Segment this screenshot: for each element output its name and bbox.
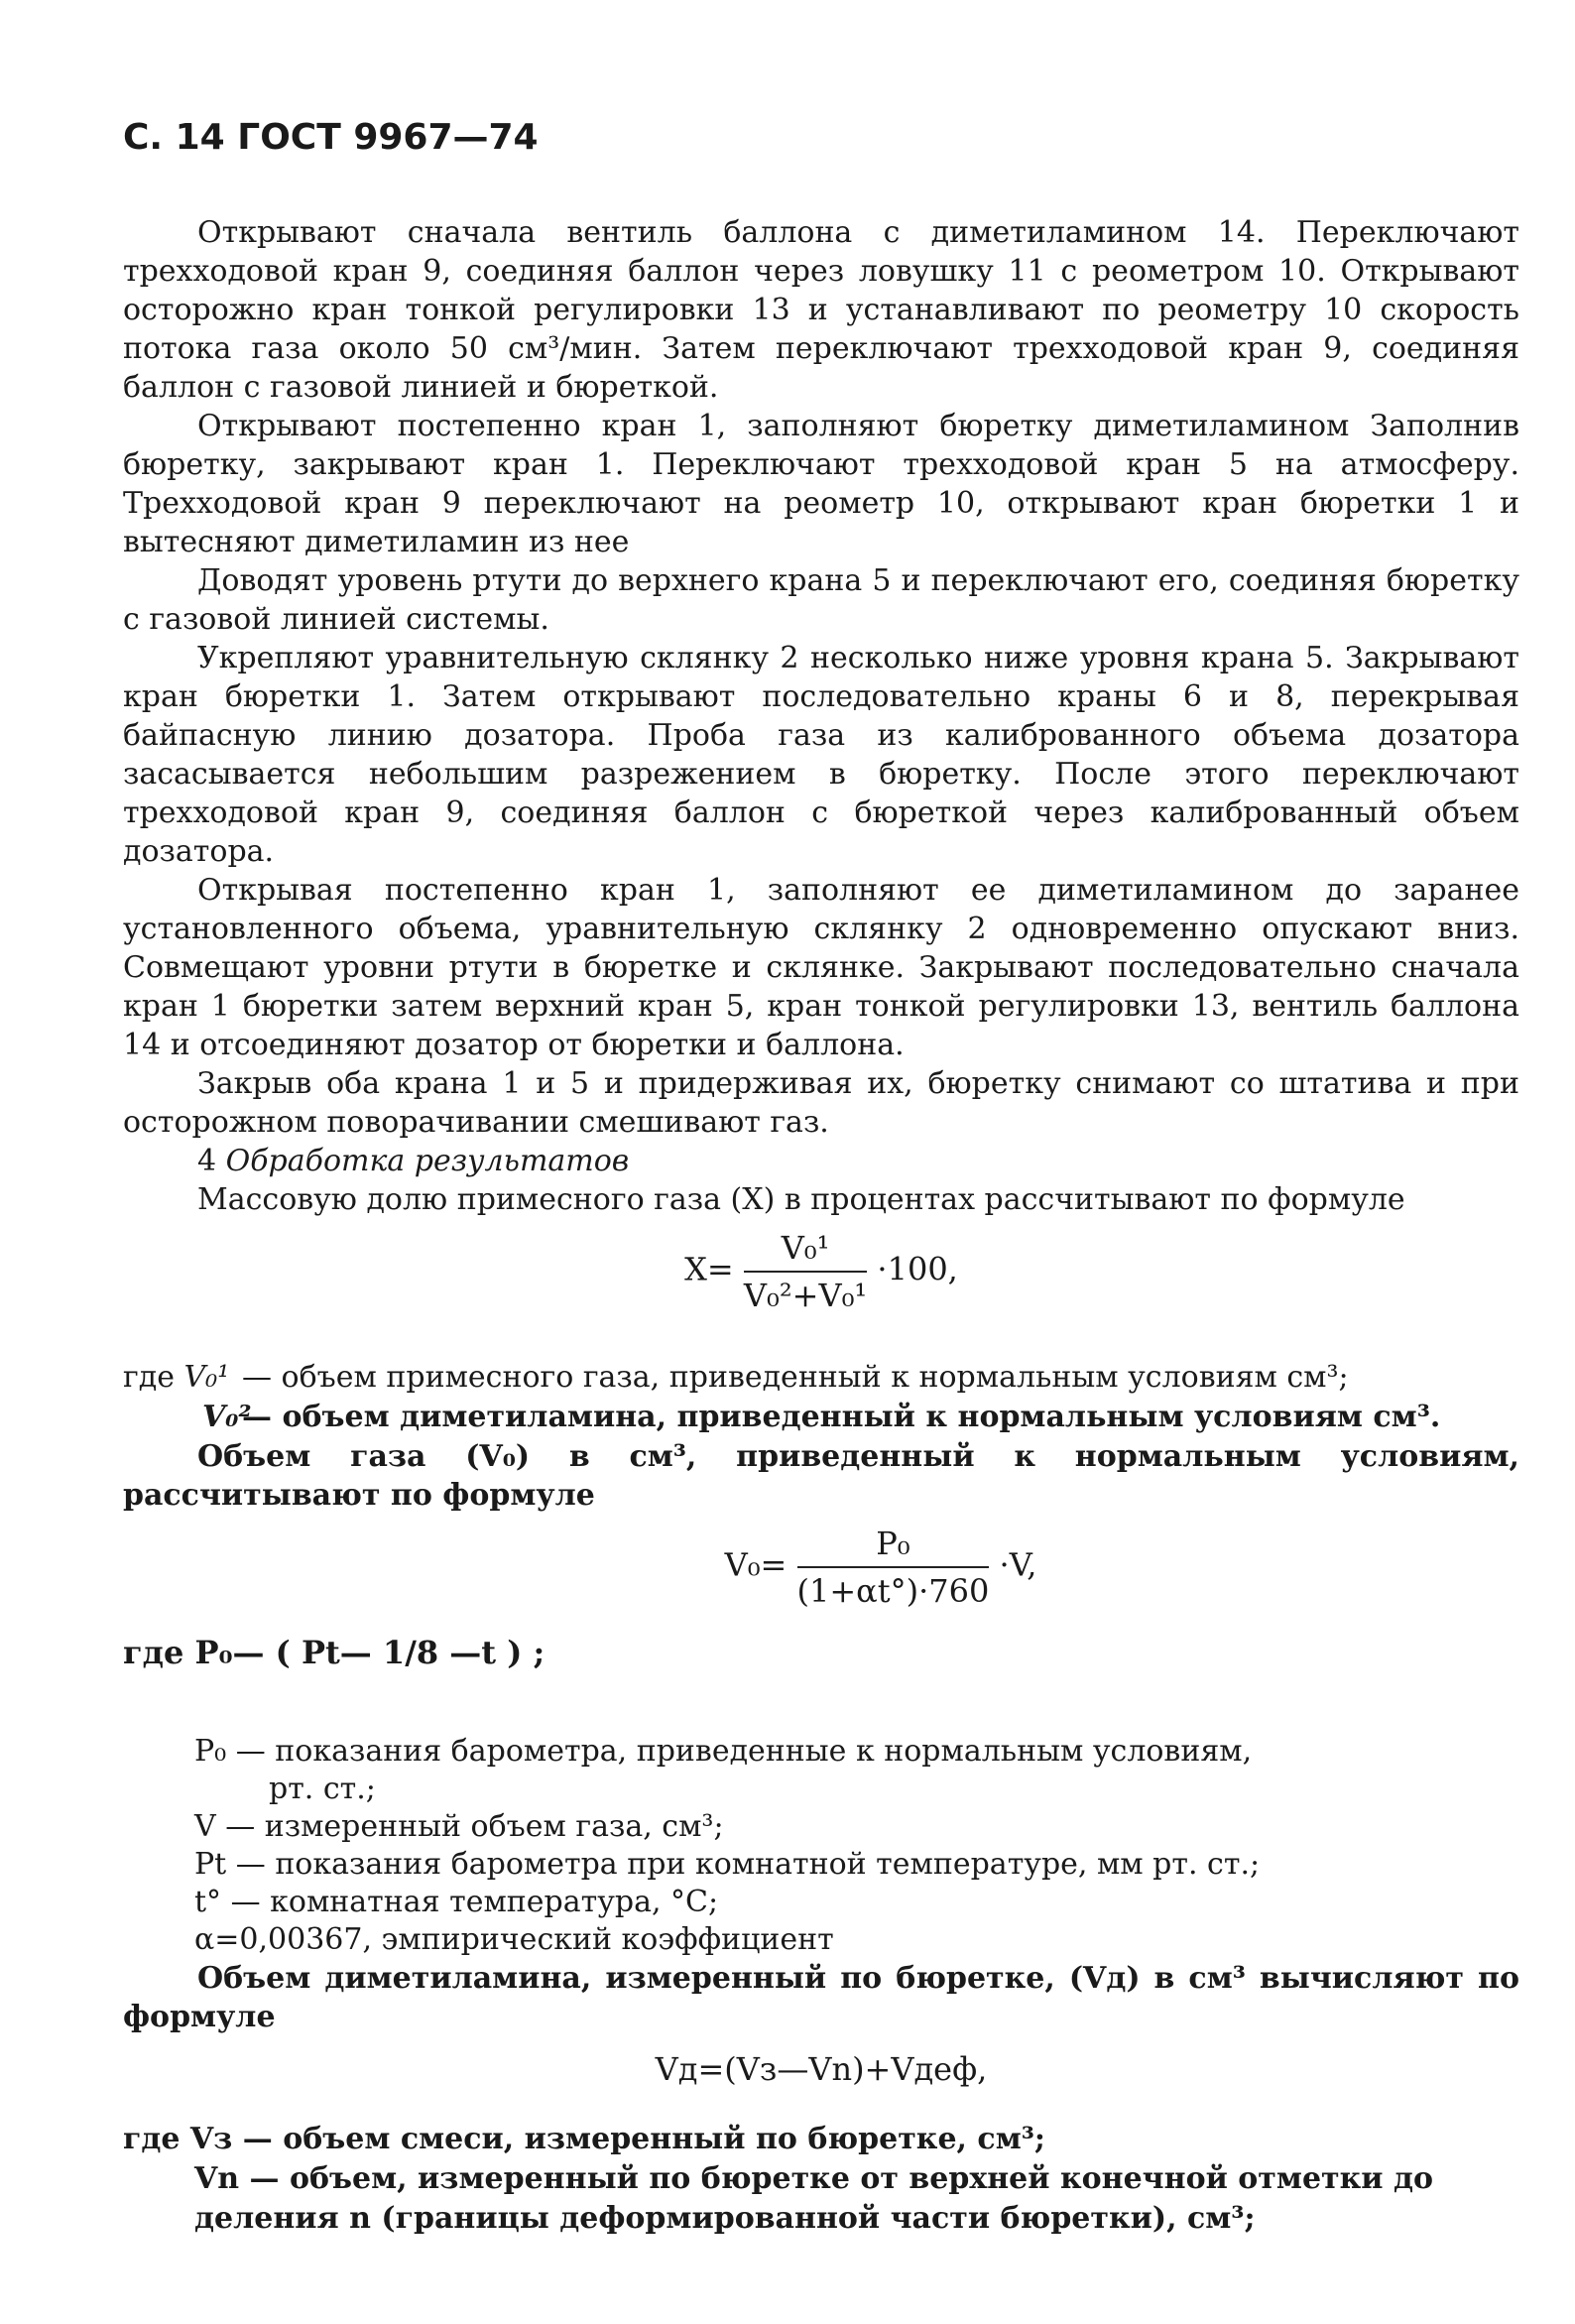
formula2-lhs: V₀= <box>724 1545 788 1584</box>
formula2-numerator: P₀ <box>797 1525 990 1568</box>
paragraph-2: Открывают постепенно кран 1, заполняют бюретку диметиламином Заполнив бюретку, закрывают кран 1. Переключают трехходовой кран 5 на атмосферу. Трехходовой кран 9 переключают на реометр 10, открывают кран бюретки 1 и вытесняют диметиламин из нее <box>123 409 1519 559</box>
formula-dimethylamine-volume <box>123 2050 1519 2110</box>
intro-formula-1: Массовую долю примесного газа (X) в процентах рассчитывают по формуле <box>197 1182 1405 1217</box>
formula2-denominator: (1+αt°)·760 <box>796 1572 990 1610</box>
formula2-fraction <box>797 1525 990 1610</box>
formula-gas-volume <box>242 1525 1519 1624</box>
intro-formula-2: Объем газа (V₀) в см³, приведенный к нормальным условиям, рассчитывают по формуле <box>123 1439 1519 1513</box>
where-label: где V₀¹ <box>123 1360 230 1395</box>
intro-formula-3: Объем диметиламина, измеренный по бюретке, (Vд) в см³ вычисляют по формуле <box>123 1961 1519 2034</box>
formula1-tail: ·100, <box>877 1250 958 1288</box>
formula2-tail: ·V, <box>999 1545 1037 1584</box>
where-block-1 <box>123 1358 1519 1437</box>
paragraph-5: Открывая постепенно кран 1, заполняют ее диметиламином до заранее установленного объема, уравнительную склянку 2 одновременно опускают вниз. Совмещают уровни ртути в бюретке и склянке. Закрывают последовательно сначала кран 1 бюретки затем верхний кран 5, кран тонкой регулировки 13, вентиль баллона 14 и отсоединяют дозатор от бюретки и баллона. <box>123 873 1519 1062</box>
document-page <box>123 117 1519 2239</box>
paragraph-4: Укрепляют уравнительную склянку 2 несколько ниже уровня крана 5. Закрывают кран бюретки 1. Затем открывают последовательно краны 6 и 8, перекрывая байпасную линию дозатора. Проба газа из калиброванного объема дозатора засасывается небольшим разрежением в бюретку. После этого переключают трехходовой кран 9, соединяя баллон с бюреткой через калиброванный объем дозатора. <box>123 641 1519 869</box>
where-row <box>123 1398 1519 1437</box>
definition-item: P₀ — показания барометра, приведенные к нормальным условиям, <box>194 1734 1253 1769</box>
where-definition: — объем примесного газа, приведенный к нормальным условиям см³; <box>242 1360 1349 1395</box>
paragraph-3: Доводят уровень ртути до верхнего крана 5 и переключают его, соединяя бюретку с газовой линией системы. <box>123 563 1519 637</box>
where-row: Vn — объем, измеренный по бюретке от верхней конечной отметки до деления n (границы деформированной части бюретки), см³; <box>194 2161 1433 2236</box>
definition-item: V — измеренный объем газа, см³; <box>194 1809 724 1844</box>
formula-mass-fraction <box>123 1229 1519 1348</box>
where-row: где Vз — объем смеси, измеренный по бюретке, см³; <box>123 2122 1045 2156</box>
page-header: С. 14 ГОСТ 9967—74 <box>123 117 539 158</box>
definition-item: Pt — показания барометра при комнатной температуре, мм рт. ст.; <box>194 1847 1261 1882</box>
definition-item: t° — комнатная температура, °C; <box>194 1885 719 1919</box>
paragraph-6: Закрыв оба крана 1 и 5 и придерживая их, бюретку снимают со штатива и при осторожном поворачивании смешивают газ. <box>123 1066 1519 1140</box>
section-heading <box>123 1142 1519 1180</box>
definition-item: рт. ст.; <box>269 1772 376 1806</box>
where-row <box>123 1358 1519 1398</box>
formula1-lhs: X= <box>684 1250 734 1288</box>
where-definition: — объем диметиламина, приведенный к нормальным условиям см³. <box>242 1400 1441 1434</box>
section-title: Обработка результатов <box>225 1144 630 1178</box>
formula-pressure <box>123 1634 1519 1723</box>
definitions-list <box>123 1733 1519 1959</box>
definition-item: α=0,00367, эмпирический коэффициент <box>194 1922 834 1957</box>
formula1-numerator: V₀¹ <box>744 1229 867 1273</box>
formula1-fraction <box>744 1229 867 1314</box>
formula1-denominator: V₀²+V₀¹ <box>743 1277 868 1314</box>
formula4-text: Vд=(Vз—Vn)+Vдеф, <box>655 2050 988 2088</box>
where-label: V₀² <box>202 1400 252 1434</box>
section-number: 4 <box>197 1144 217 1178</box>
where-block-2 <box>123 2120 1519 2239</box>
paragraph-1: Открывают сначала вентиль баллона с диметиламином 14. Переключают трехходовой кран 9, соединяя баллон через ловушку 11 с реометром 10. Открывают осторожно кран тонкой регулировки 13 и устанавливают по реометру 10 скорость потока газа около 50 см³/мин. Затем переключают трехходовой кран 9, соединяя баллон с газовой линией и бюреткой. <box>123 215 1519 405</box>
formula3-text: где P₀— ( Pt— 1/8 —t ) ; <box>123 1634 545 1671</box>
